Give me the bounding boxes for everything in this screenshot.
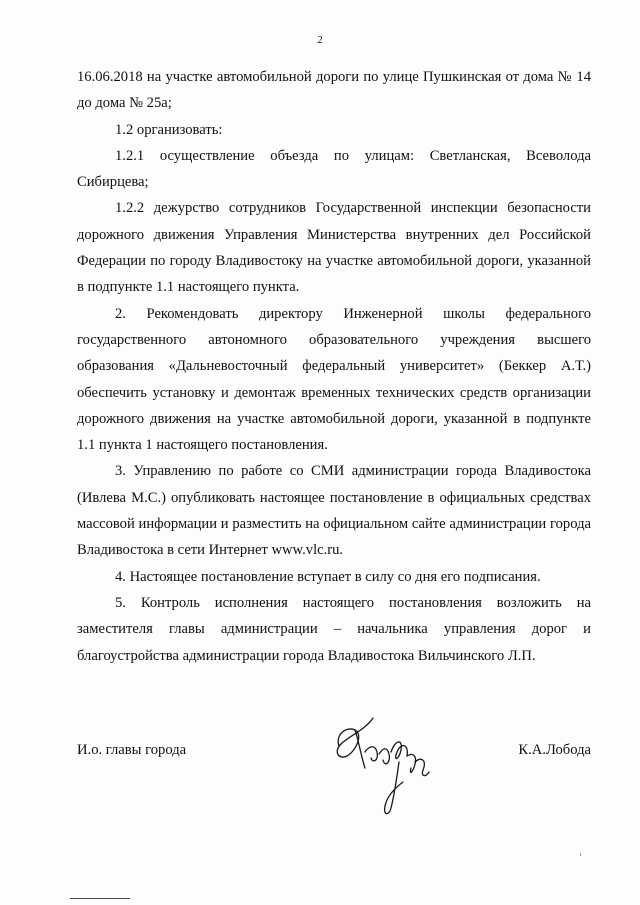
scan-artifact bbox=[70, 898, 130, 899]
signatory-name: К.А.Лобода bbox=[518, 742, 591, 758]
paragraph-5: 5. Контроль исполнения настоящего постановления возложить на заместителя главы администрации – начальника управления дорог и благоустройства администрации города Владивостока Вильчинского Л.П. bbox=[77, 594, 591, 664]
paragraph-4: 4. Настоящее постановление вступает в силу со дня его подписания. bbox=[115, 568, 541, 585]
signatory-title: И.о. главы города bbox=[77, 742, 187, 758]
paragraph-continuation: 16.06.2018 на участке автомобильной дороги по улице Пушкинская от дома № 14 до дома № 25а; bbox=[77, 69, 591, 112]
page-number: 2 bbox=[317, 34, 323, 46]
paragraph-1-2: 1.2 организовать: bbox=[115, 121, 223, 138]
paragraph-1-2-2: 1.2.2 дежурство сотрудников Государственной инспекции безопасности дорожного движения Управления Министерства внутренних дел Российской Федерации по городу Владивостоку на участке автомобильной дороги, указанной в подпункте 1.1 настоящего пункта. bbox=[77, 200, 591, 296]
document-body bbox=[77, 64, 591, 669]
paragraph-1-2-1: 1.2.1 осуществление объезда по улицам: Светланская, Всеволода Сибирцева; bbox=[77, 147, 591, 191]
handwritten-signature bbox=[325, 712, 445, 822]
scan-artifact bbox=[580, 853, 581, 856]
paragraph-2: 2. Рекомендовать директору Инженерной школы федерального государственного автономного образовательного учреждения высшего образования «Дальневосточный федеральный университет» (Беккер А.Т.) обеспечить установку и демонтаж временных технических средств организации дорожного движения на участке автомобильной дороги, указанной в подпункте 1.1 пункта 1 настоящего постановления. bbox=[77, 305, 591, 454]
paragraph-3: 3. Управлению по работе со СМИ администрации города Владивостока (Ивлева М.С.) опубликовать настоящее постановление в официальных средствах массовой информации и разместить на официальном сайте администрации города Владивостока в сети Интернет www.vlc.ru. bbox=[77, 463, 591, 559]
